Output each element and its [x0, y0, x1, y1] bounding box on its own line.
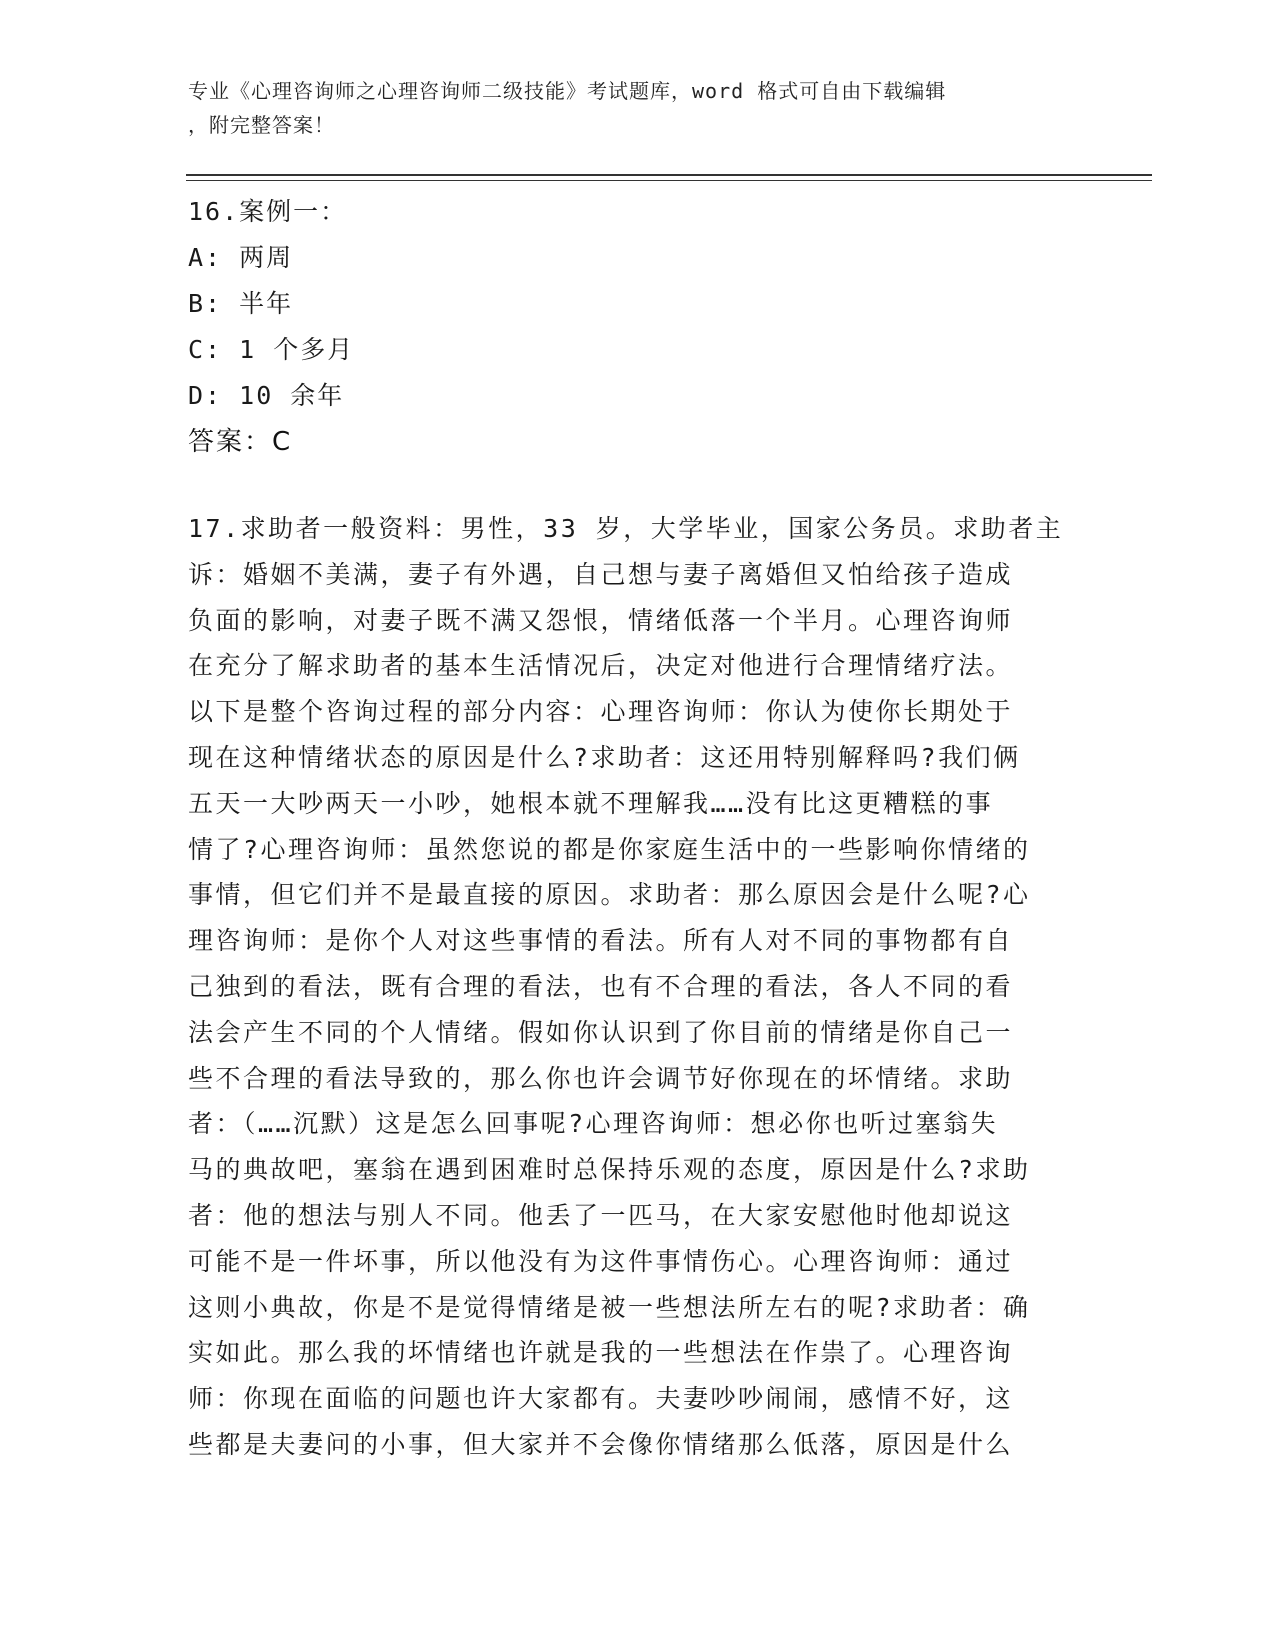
- option-d: D: 10 余年: [188, 381, 345, 410]
- question-17-line: 情了?心理咨询师：虽然您说的都是你家庭生活中的一些影响你情绪的: [188, 834, 1031, 864]
- question-17-line: 马的典故吧，塞翁在遇到困难时总保持乐观的态度，原因是什么?求助: [188, 1155, 1031, 1185]
- question-17-line: 可能不是一件坏事，所以他没有为这件事情伤心。心理咨询师：通过: [188, 1246, 1014, 1276]
- document-header: [188, 74, 1068, 142]
- question-16-stem: 16.案例一：: [188, 197, 348, 226]
- header-divider-thin: [186, 180, 1152, 181]
- question-17-line: 以下是整个咨询过程的部分内容：心理咨询师：你认为使你长期处于: [188, 697, 1014, 727]
- question-17-line: 事情，但它们并不是最直接的原因。求助者：那么原因会是什么呢?心: [188, 880, 1031, 910]
- header-divider-thick: [186, 174, 1152, 176]
- question-17-line: 理咨询师：是你个人对这些事情的看法。所有人对不同的事物都有自: [188, 926, 1014, 956]
- question-17-line: 负面的影响，对妻子既不满又怨恨，情绪低落一个半月。心理咨询师: [188, 605, 1014, 635]
- option-a: A: 两周: [188, 243, 294, 272]
- option-c: C: 1 个多月: [188, 335, 355, 364]
- question-17-line: 法会产生不同的个人情绪。假如你认识到了你目前的情绪是你自己一: [188, 1017, 1014, 1047]
- question-17-line: 现在这种情绪状态的原因是什么?求助者：这还用特别解释吗?我们俩: [188, 742, 1021, 772]
- question-17-line: 实如此。那么我的坏情绪也许就是我的一些想法在作祟了。心理咨询: [188, 1338, 1014, 1368]
- question-17-line: 些都是夫妻问的小事，但大家并不会像你情绪那么低落，原因是什么: [188, 1429, 1014, 1459]
- question-16-answer: 答案：C: [188, 427, 293, 457]
- question-17-line: 者：（……沉默）这是怎么回事呢?心理咨询师：想必你也听过塞翁失: [188, 1109, 999, 1139]
- header-line-2: ，附完整答案！: [188, 113, 335, 137]
- question-17-line: 17.求助者一般资料：男性，33 岁，大学毕业，国家公务员。求助者主: [188, 514, 1064, 543]
- question-17-line: 五天一大吵两天一小吵，她根本就不理解我……没有比这更糟糕的事: [188, 788, 994, 818]
- question-17-line: 师：你现在面临的问题也许大家都有。夫妻吵吵闹闹，感情不好，这: [188, 1384, 1014, 1414]
- header-line-1: 专业《心理咨询师之心理咨询师二级技能》考试题库，word 格式可自由下载编辑: [188, 79, 947, 103]
- question-17: [188, 506, 1088, 1468]
- question-17-line: 者：他的想法与别人不同。他丢了一匹马，在大家安慰他时他却说这: [188, 1200, 1014, 1230]
- question-17-line: 这则小典故，你是不是觉得情绪是被一些想法所左右的呢?求助者：确: [188, 1292, 1031, 1322]
- question-17-line: 诉：婚姻不美满，妻子有外遇，自己想与妻子离婚但又怕给孩子造成: [188, 559, 1014, 589]
- question-17-line: 己独到的看法，既有合理的看法，也有不合理的看法，各人不同的看: [188, 971, 1014, 1001]
- question-17-line: 些不合理的看法导致的，那么你也许会调节好你现在的坏情绪。求助: [188, 1063, 1014, 1093]
- question-16: [188, 189, 1088, 465]
- question-17-line: 在充分了解求助者的基本生活情况后，决定对他进行合理情绪疗法。: [188, 651, 1014, 681]
- option-b: B: 半年: [188, 289, 294, 318]
